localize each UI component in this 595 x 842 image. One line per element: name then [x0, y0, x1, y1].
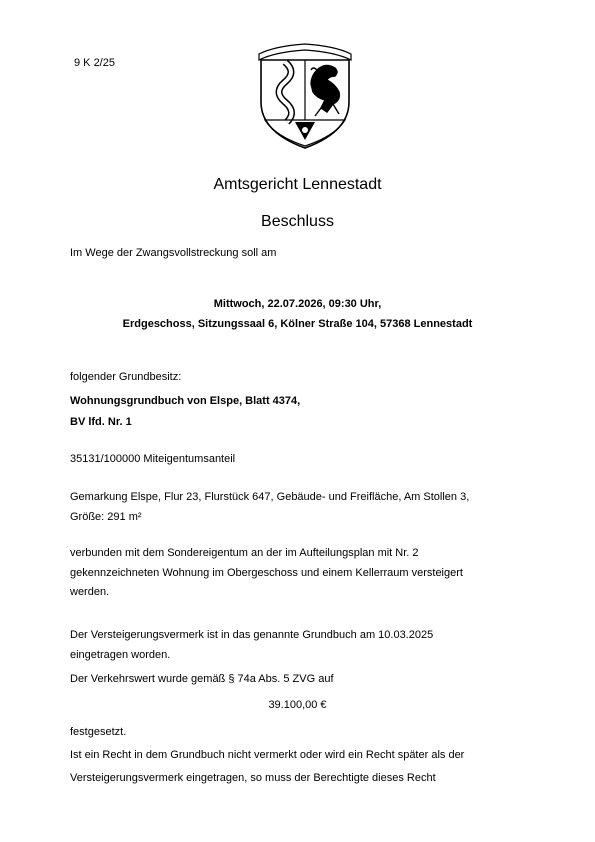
appointment-datetime: Mittwoch, 22.07.2026, 09:30 Uhr,	[213, 298, 382, 310]
ownership-line2: gekennzeichneten Wohnung im Obergeschoss und einem Kellerraum versteigert	[70, 567, 463, 579]
emblem-top-ornament	[259, 44, 351, 60]
appointment-location: Erdgeschoss, Sitzungssaal 6, Kölner Straße 104, 57368 Lennestadt	[122, 318, 473, 330]
property-label: folgender Grundbesitz:	[70, 371, 182, 383]
note-line1: Der Versteigerungsvermerk ist in das genannte Grundbuch am 10.03.2025	[70, 629, 434, 641]
co-ownership-share: 35131/100000 Miteigentumsanteil	[70, 453, 236, 465]
rights-line1: Ist ein Recht in dem Grundbuch nicht vermerkt oder wird ein Recht später als der	[70, 749, 465, 761]
valuation-outro: festgesetzt.	[70, 726, 127, 738]
parcel-line1: Gemarkung Elspe, Flur 23, Flurstück 647, Gebäude- und Freifläche, Am Stollen 3,	[70, 491, 470, 503]
intro-text: Im Wege der Zwangsvollstreckung soll am	[70, 247, 277, 259]
document-title: Beschluss	[261, 213, 334, 230]
coat-of-arms-emblem	[255, 40, 355, 152]
parcel-line2: Größe: 291 m²	[70, 511, 142, 523]
ownership-line3: werden.	[70, 586, 110, 598]
land-register-line1: Wohnungsgrundbuch von Elspe, Blatt 4374,	[70, 395, 301, 407]
land-register-line2: BV lfd. Nr. 1	[70, 416, 132, 428]
rights-line2: Versteigerungsvermerk eingetragen, so muss der Berechtigte dieses Recht	[70, 772, 436, 784]
valuation-amount: 39.100,00 €	[268, 699, 327, 711]
court-name: Amtsgericht Lennestadt	[213, 176, 382, 193]
ownership-line1: verbunden mit dem Sondereigentum an der im Aufteilungsplan mit Nr. 2	[70, 547, 419, 559]
case-number: 9 K 2/25	[74, 57, 115, 69]
valuation-intro: Der Verkehrswert wurde gemäß § 74a Abs. 5 ZVG auf	[70, 673, 334, 685]
note-line2: eingetragen worden.	[70, 649, 171, 661]
